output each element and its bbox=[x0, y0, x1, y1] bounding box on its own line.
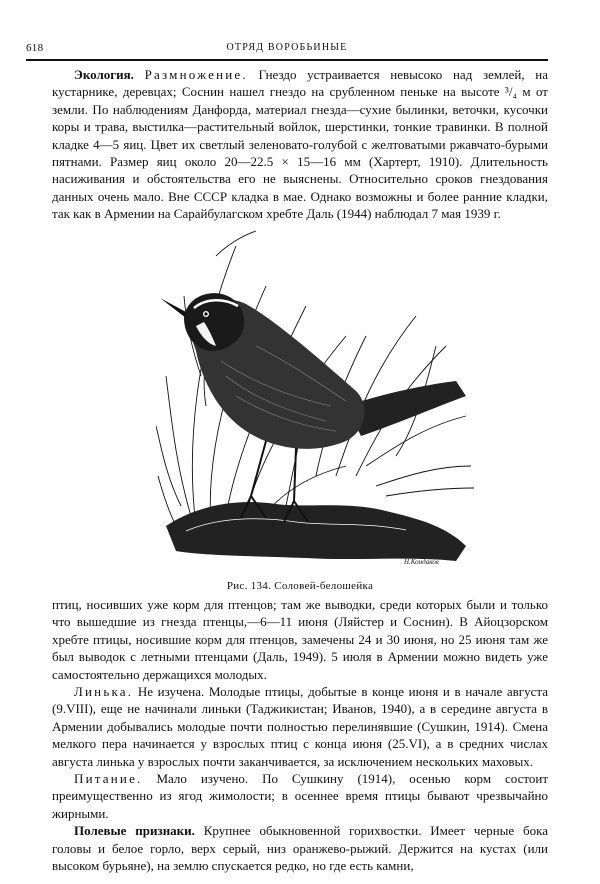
continuation-text: птиц, носивших уже корм для птенцов; там же выводки, среди которых были и только что вышедшие из гнезда птенцы,—6—11 июня (Ляйстер и Соснин). В Айоцзорском хребте птицы, носившие корм для птенцов, замечены 24 и 30 июня, но 25 июня там же был выводок с летными птенцами (Даль, 1949). 5 июля в Армении можно видеть уже самостоятельно держащихся молодых. bbox=[52, 597, 548, 682]
text-block-bottom bbox=[52, 596, 548, 875]
field-marks-text: Крупнее обыкновенной горихвостки. Имеет черные бока головы и белое горло, верх серый, низ оранжево-рыжий. Держится на кустах (или высоком бурьяне), на землю спускается редко, но где есть камни, bbox=[52, 823, 548, 874]
food-label: Питание. bbox=[74, 771, 143, 787]
field-marks-paragraph bbox=[52, 822, 548, 874]
bird-beak bbox=[160, 298, 186, 318]
text-block-top bbox=[52, 66, 548, 223]
moult-text: Не изучена. Молодые птицы, добытые в конце июня и в начале августа (9.VIII), еще не начинали линьки (Таджикистан; Иванов, 1940), а в середине августа в Армении добывались молодые почти полностью перелинявшие (Сушкин, 1914). Смена мелкого пера начинается у взрослых птиц с конца июня (25.VI), а в средних числах августа линька у взрослых почти заканчивается, за исключением нескольких маховых. bbox=[52, 684, 548, 769]
food-text: Мало изучено. По Сушкину (1914), осенью корм состоит преимущественно из ягод жимолости; в осеннее время птицы бывают чрезвычайно жирными. bbox=[52, 771, 549, 821]
page-header bbox=[26, 42, 548, 58]
food-paragraph bbox=[52, 770, 548, 822]
artist-signature: Н.Кондаков bbox=[404, 558, 439, 566]
ecology-paragraph bbox=[52, 66, 548, 223]
ecology-text: Гнездо устраивается невысоко над землей, на кустарнике, деревцах; Соснин нашел гнездо на срубленном пеньке на высоте ³/₄ м от земли. По наблюдениям Данфорда, материал гнезда—сухие былинки, веточки, кусочки коры и трава, выстилка—растительный войлок, шерстинки, тонкие травинки. В полной кладке 4—5 яиц. Цвет их светлый зеленовато-голубой с желтоватыми ржавчато-бурыми пятнами. Размер яиц около 20—22.5 × 15—16 мм (Хартерт, 1910). Длительность насиживания и обстоятельства его не выяснены. Относительно сроков гнездования данных очень мало. Вне СССР кладка в мае. Однако возможны и более ранние кладки, так как в Армении на Сарайбулагском хребте Даль (1944) наблюдал 7 мая 1939 г. bbox=[52, 67, 549, 222]
page-number: 618 bbox=[26, 42, 44, 54]
moult-label: Линька. bbox=[74, 684, 134, 700]
ground-rock bbox=[166, 502, 466, 561]
header-rule bbox=[26, 59, 548, 61]
continuation-paragraph bbox=[52, 596, 548, 683]
reproduction-label: Размножение. bbox=[144, 67, 248, 82]
figure-caption: Рис. 134. Соловей-белошейка bbox=[226, 580, 374, 592]
running-title: ОТРЯД ВОРОБЬИНЫЕ bbox=[226, 42, 348, 53]
ecology-label: Экология. bbox=[74, 67, 134, 82]
moult-paragraph bbox=[52, 683, 548, 770]
field-marks-label: Полевые признаки. bbox=[74, 823, 195, 839]
bird-illustration bbox=[156, 226, 476, 576]
